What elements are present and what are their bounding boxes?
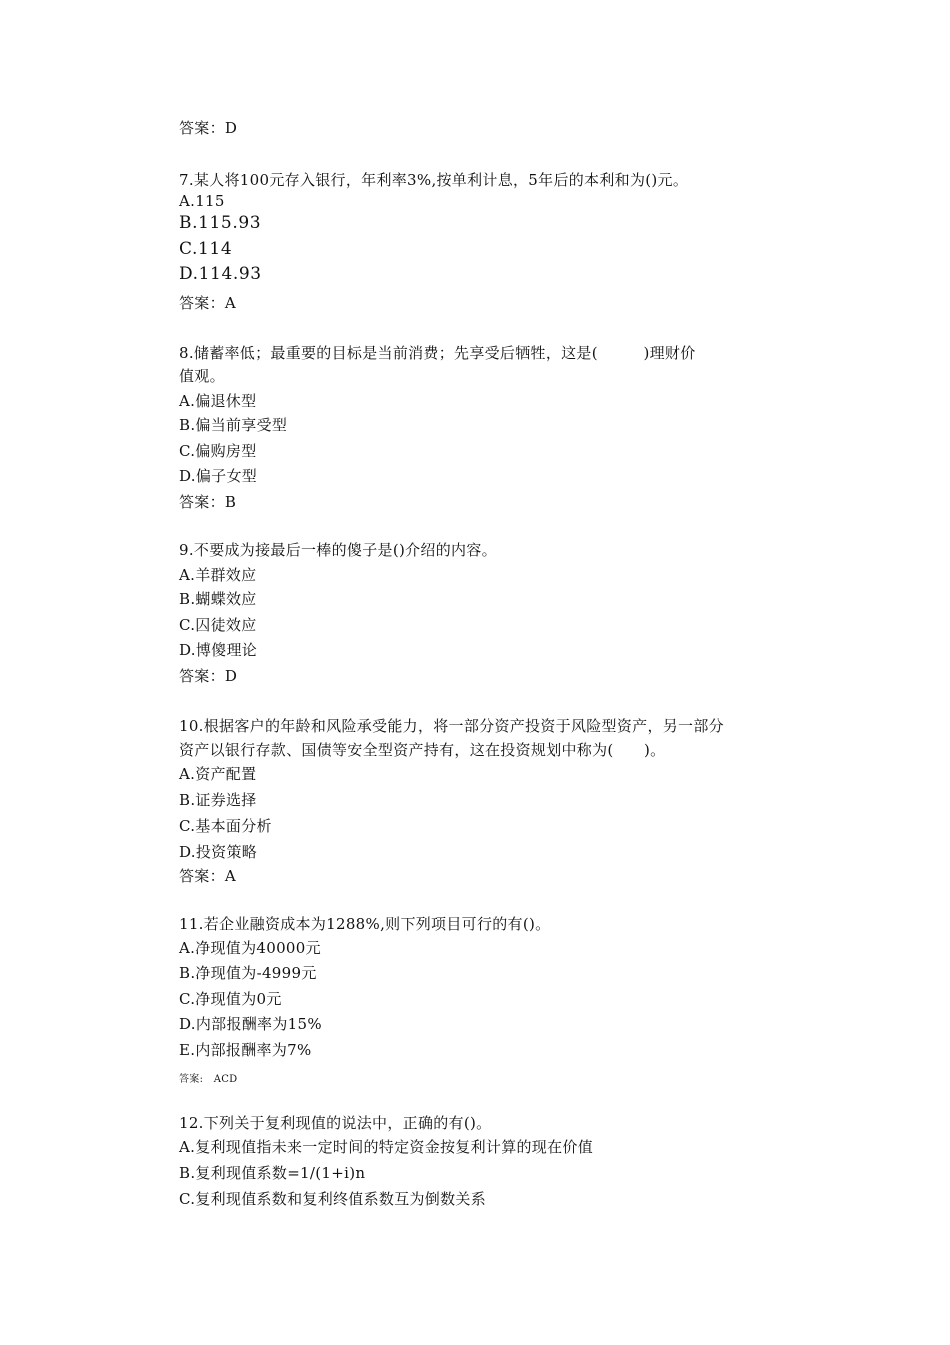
answer-q6: 答案：D (179, 119, 238, 137)
question-11-option-b: B.净现值为-4999元 (179, 964, 317, 982)
answer-q11: 答案: ACD (179, 1074, 238, 1085)
question-12-option-a: A.复利现值指未来一定时间的特定资金按复利计算的现在价值 (179, 1138, 594, 1156)
question-11-option-d: D.内部报酬率为15% (179, 1015, 322, 1033)
question-9-option-c: C.囚徒效应 (179, 616, 257, 634)
question-9-option-b: B.蝴蝶效应 (179, 590, 257, 608)
question-7-option-c: C.114 (179, 239, 233, 259)
question-8-stem-line1: 8.储蓄率低；最重要的目标是当前消费；先享受后牺牲，这是( )理财价 (179, 344, 696, 362)
question-9-option-d: D.博傻理论 (179, 641, 258, 659)
answer-q10: 答案：A (179, 867, 237, 885)
question-8-option-d: D.偏子女型 (179, 467, 258, 485)
question-10-option-c: C.基本面分析 (179, 817, 272, 835)
answer-q9: 答案：D (179, 667, 238, 685)
question-9-stem: 9.不要成为接最后一棒的傻子是()介绍的内容。 (179, 541, 497, 559)
question-12-stem: 12.下列关于复利现值的说法中，正确的有()。 (179, 1114, 492, 1132)
question-7-option-d: D.114.93 (179, 264, 262, 284)
question-12-option-c: C.复利现值系数和复利终值系数互为倒数关系 (179, 1190, 487, 1208)
question-10-stem-line2: 资产以银行存款、国债等安全型资产持有，这在投资规划中称为( )。 (179, 741, 666, 759)
question-11-option-c: C.净现值为0元 (179, 990, 282, 1008)
question-8-option-c: C.偏购房型 (179, 442, 257, 460)
question-11-stem: 11.若企业融资成本为1288%,则下列项目可行的有()。 (179, 915, 551, 933)
question-11-option-a: A.净现值为40000元 (179, 939, 321, 957)
question-10-option-b: B.证券选择 (179, 791, 257, 809)
question-9-option-a: A.羊群效应 (179, 566, 257, 584)
question-7-option-a: A.115 (179, 192, 225, 210)
question-8-stem-line2: 值观。 (179, 367, 225, 385)
question-7-stem: 7.某人将100元存入银行，年利率3%,按单利计息，5年后的本利和为()元。 (179, 171, 689, 189)
question-8-option-b: B.偏当前享受型 (179, 416, 288, 434)
question-12-option-b: B.复利现值系数=1/(1+i)n (179, 1164, 366, 1182)
question-10-option-a: A.资产配置 (179, 765, 257, 783)
question-10-option-d: D.投资策略 (179, 843, 258, 861)
answer-q8: 答案：B (179, 493, 237, 511)
answer-q7: 答案：A (179, 294, 237, 312)
question-8-option-a: A.偏退休型 (179, 392, 257, 410)
question-11-option-e: E.内部报酬率为7% (179, 1041, 312, 1059)
question-7-option-b: B.115.93 (179, 213, 262, 233)
question-10-stem-line1: 10.根据客户的年龄和风险承受能力，将一部分资产投资于风险型资产，另一部分 (179, 717, 724, 735)
